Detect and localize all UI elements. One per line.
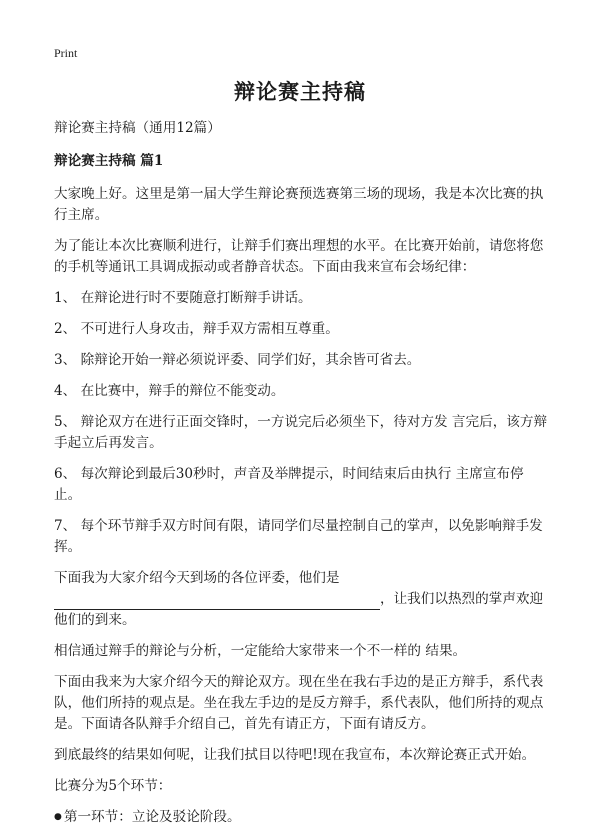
rule-item-5: 5、 辩论双方在进行正面交锋时，一方说完后必须坐下，待对方发 言完后，该方辩手起立后再发言。 bbox=[54, 414, 548, 451]
print-link[interactable]: Print bbox=[54, 46, 78, 60]
closing-paragraph-1: 相信通过辩手的辩论与分析，一定能给大家带来一个不一样的 结果。 bbox=[54, 643, 467, 659]
closing-paragraph-2: 下面由我来为大家介绍今天的辩论双方。现在坐在我右手边的是正方辩手，系代表队，他们所持的观点是。坐在我左手边的是反方辩手，系代表队，他们所持的观点是。下面请各队辩手介绍自己，首先有请正方，下面有请反方。 bbox=[54, 674, 544, 732]
rule-item-6: 6、 每次辩论到最后30秒时，声音及举牌提示，时间结束后由执行 主席宣布停止。 bbox=[54, 466, 524, 503]
rule-item-3: 3、 除辩论开始一辩必须说评委、同学们好，其余皆可省去。 bbox=[54, 352, 421, 368]
bullet-icon: ● bbox=[54, 812, 62, 822]
page-title: 辩论赛主持稿 bbox=[234, 79, 366, 104]
rule-item-7: 7、 每个环节辩手双方时间有限，请同学们尽量控制自己的掌声，以免影响辩手发挥。 bbox=[54, 518, 543, 555]
rule-item-2: 2、 不可进行人身攻击，辩手双方需相互尊重。 bbox=[54, 321, 339, 337]
intro-paragraph-1: 大家晚上好。这里是第一届大学生辩论赛预选赛第三场的现场，我是本次比赛的执行主席。 bbox=[54, 186, 544, 223]
section-heading: 辩论赛主持稿 篇1 bbox=[54, 153, 164, 169]
judges-paragraph bbox=[54, 568, 550, 631]
bullet-item bbox=[54, 807, 550, 828]
intro-paragraph-2: 为了能让本次比赛顺利进行，让辩手们赛出理想的水平。在比赛开始前，请您将您的手机等通讯工具调成振动或者静音状态。下面由我来宣布会场纪律： bbox=[54, 238, 544, 275]
judges-intro-text: 下面我为大家介绍今天到场的各位评委，他们是 bbox=[54, 570, 340, 586]
judges-outro-text: ，让我们以热烈的掌声欢迎他们的到来。 bbox=[54, 591, 544, 628]
rule-item-1: 1、 在辩论进行时不要随意打断辩手讲话。 bbox=[54, 290, 312, 306]
bullet-item-text: 第一环节：立论及驳论阶段。 bbox=[63, 809, 241, 825]
document-subtitle: 辩论赛主持稿（通用12篇） bbox=[54, 120, 221, 136]
rule-item-4: 4、 在比赛中，辩手的辩位不能变动。 bbox=[54, 383, 285, 399]
judges-blank-line bbox=[54, 591, 380, 610]
document-body bbox=[54, 118, 550, 838]
closing-paragraph-3: 到底最终的结果如何呢，让我们拭目以待吧!现在我宣布，本次辩论赛正式开始。 bbox=[54, 747, 536, 763]
closing-paragraph-4: 比赛分为5个环节： bbox=[54, 778, 172, 794]
